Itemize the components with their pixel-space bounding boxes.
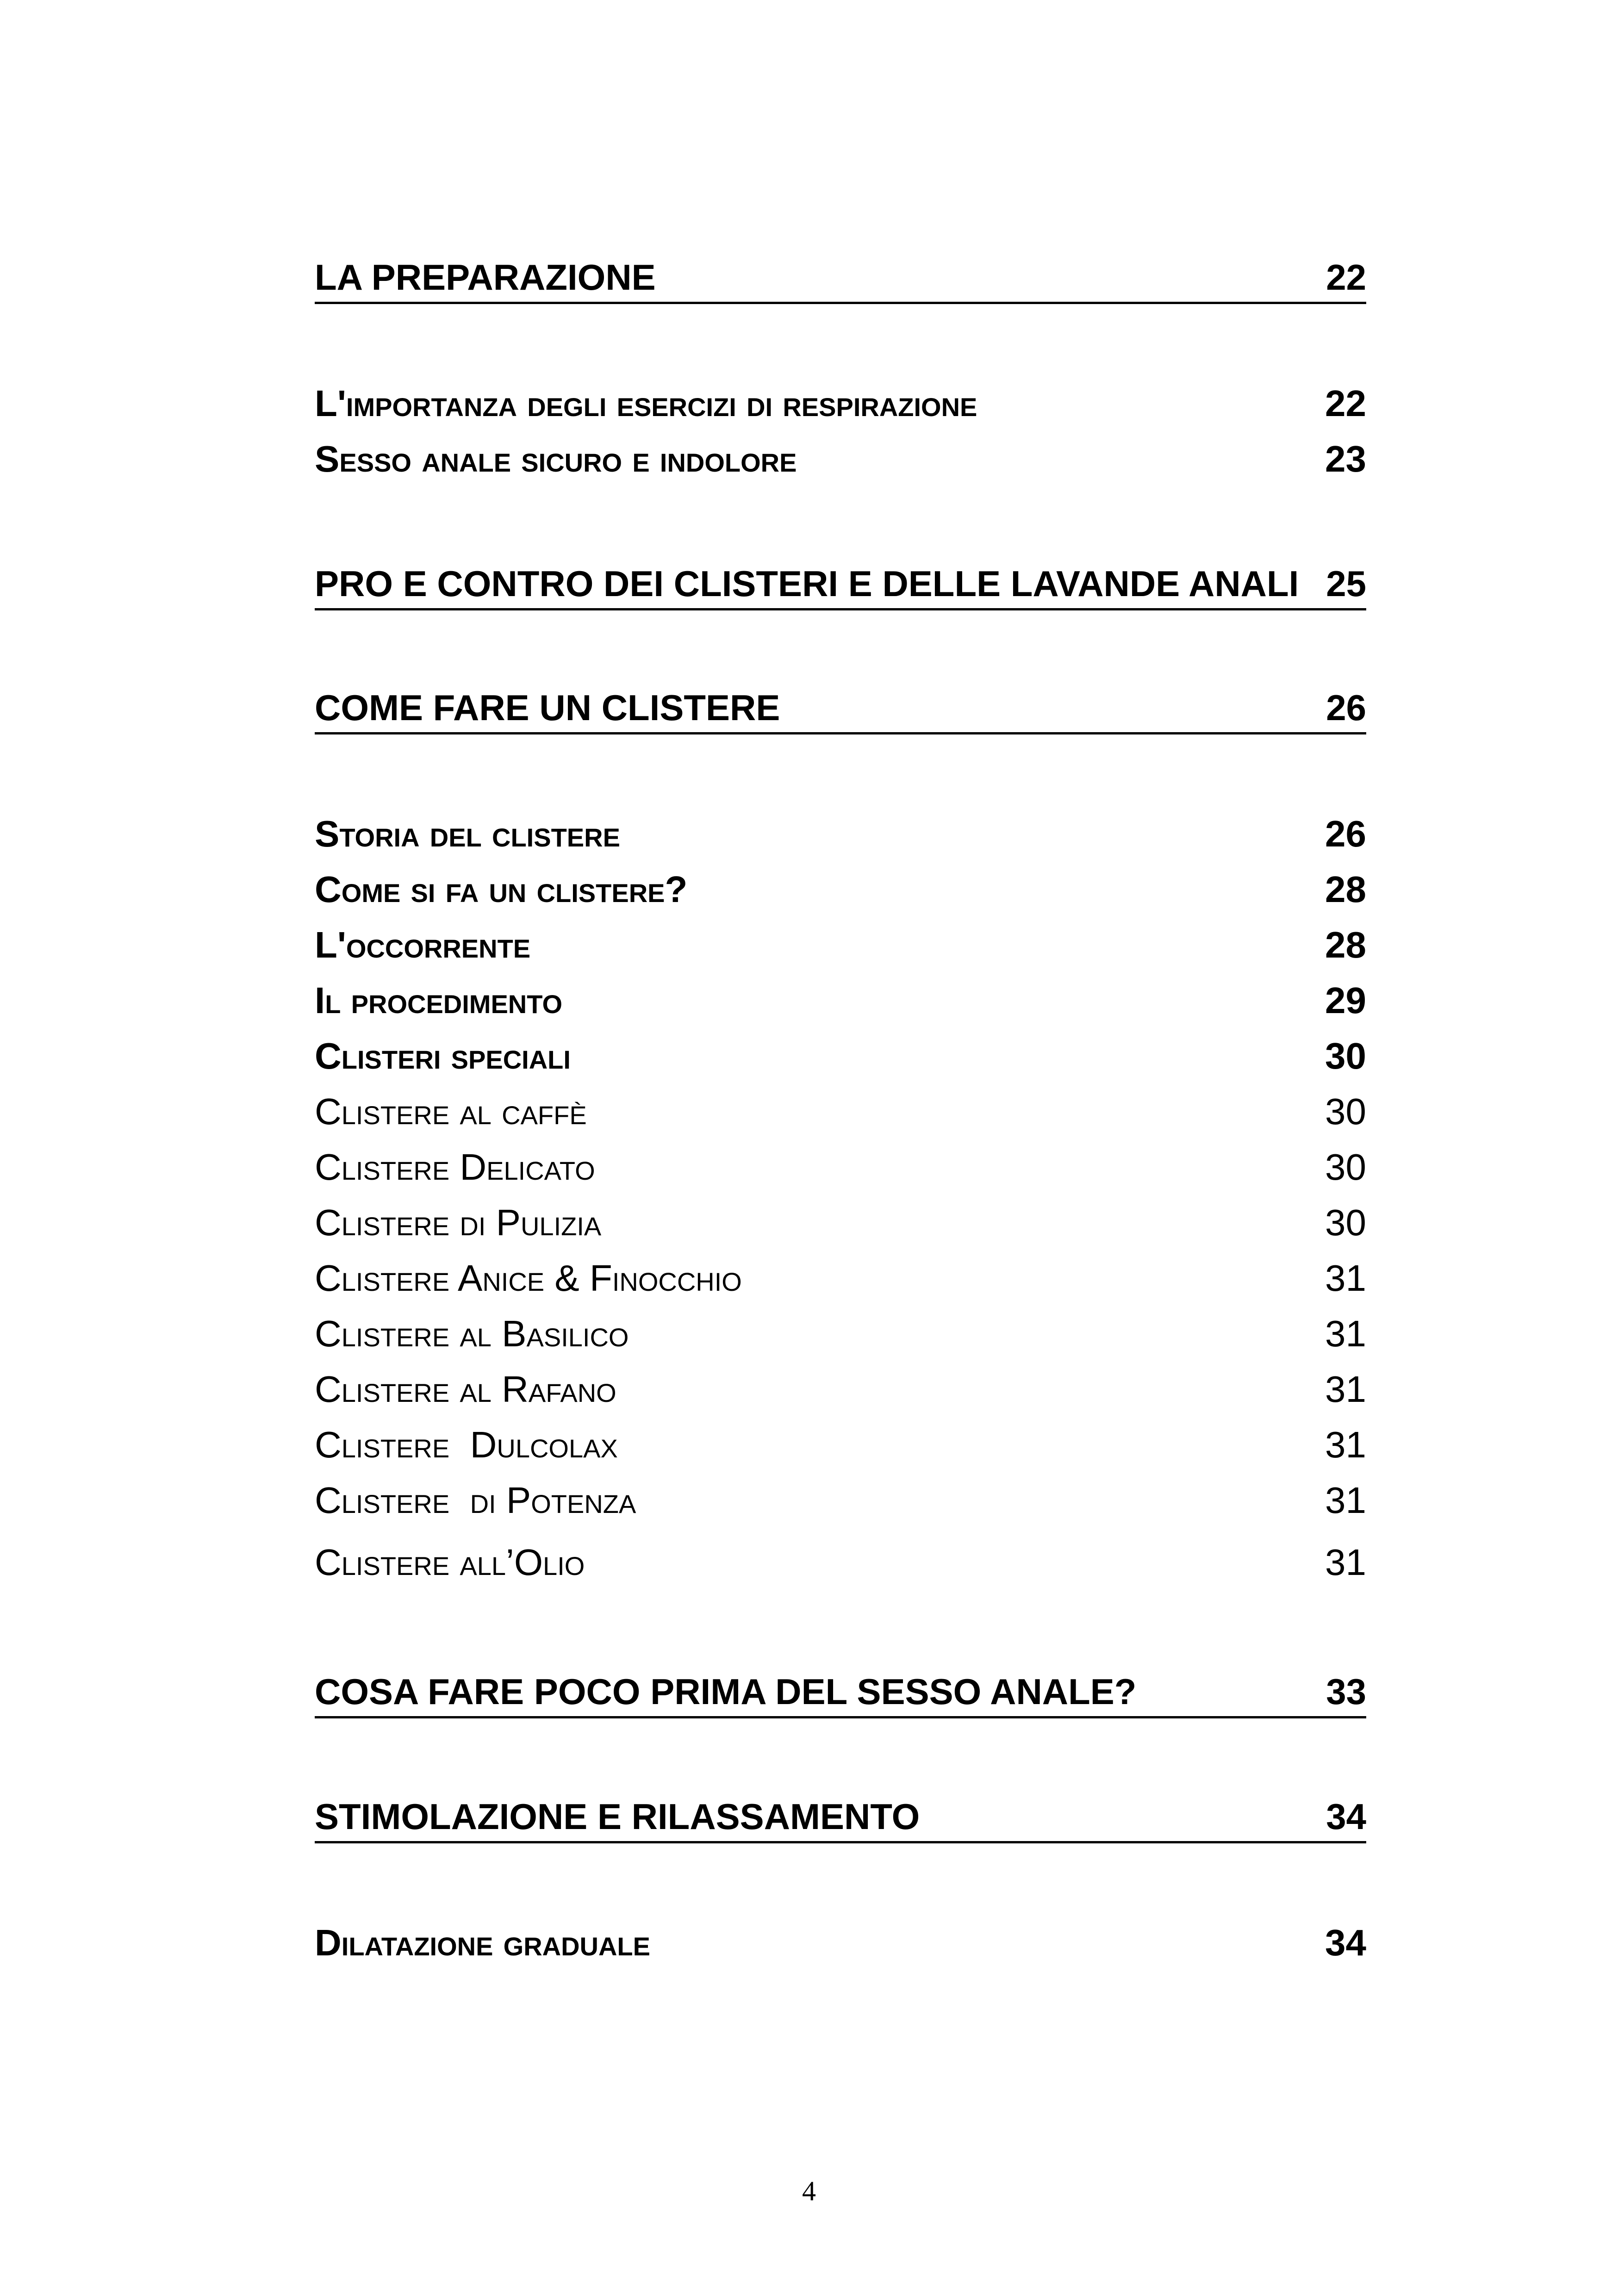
toc-entry-page: 23 (1325, 438, 1366, 479)
toc-entry-label: LA PREPARAZIONE (315, 257, 656, 298)
toc-entry-label: STIMOLAZIONE E RILASSAMENTO (315, 1796, 920, 1837)
toc-chapter-pro-e-contro[interactable] (315, 563, 1366, 610)
toc-entry-label: L'occorrente (315, 924, 531, 965)
toc-entry-label: Clistere Delicato (315, 1146, 595, 1188)
toc-sub-clistere-potenza[interactable] (315, 1482, 1366, 1519)
toc-section-storia-del-clistere[interactable] (315, 815, 1366, 852)
toc-entry-page: 22 (1325, 383, 1366, 424)
toc-entry-label: PRO E CONTRO DEI CLISTERI E DELLE LAVANDE ANALI (315, 563, 1299, 604)
toc-entry-page: 26 (1325, 813, 1366, 854)
toc-entry-page: 31 (1325, 1257, 1366, 1299)
toc-entry-page: 30 (1325, 1146, 1366, 1188)
toc-entry-page: 30 (1325, 1202, 1366, 1243)
toc-section-sesso-anale-sicuro[interactable] (315, 438, 1366, 479)
toc-entry-label: Storia del clistere (315, 813, 620, 854)
toc-entry-label: Clisteri speciali (315, 1035, 571, 1076)
page-number: 4 (802, 2176, 816, 2206)
toc-entry-page: 30 (1325, 1091, 1366, 1132)
toc-entry-label: Clistere al Rafano (315, 1369, 616, 1410)
toc-entry-label: COME FARE UN CLISTERE (315, 687, 780, 728)
toc-sub-clistere-dulcolax[interactable] (315, 1426, 1366, 1463)
toc-entry-page: 33 (1326, 1671, 1366, 1712)
toc-entry-label: Clistere Anice & Finocchio (315, 1257, 742, 1299)
toc-entry-page: 25 (1326, 563, 1366, 604)
toc-section-procedimento[interactable] (315, 982, 1366, 1019)
toc-entry-page: 28 (1325, 869, 1366, 910)
toc-entry-page: 34 (1325, 1922, 1366, 1963)
toc-section-occorrente[interactable] (315, 924, 1366, 965)
toc-sub-clistere-delicato[interactable] (315, 1146, 1366, 1188)
toc-entry-label: Come si fa un clistere? (315, 869, 688, 910)
toc-entry-label: Clistere di Pulizia (315, 1202, 602, 1243)
toc-section-clisteri-speciali[interactable] (315, 1035, 1366, 1076)
toc-entry-label: COSA FARE POCO PRIMA DEL SESSO ANALE? (315, 1671, 1137, 1712)
toc-chapter-stimolazione-rilassamento[interactable] (315, 1798, 1366, 1843)
toc-sub-clistere-rafano[interactable] (315, 1371, 1366, 1408)
toc-entry-label: Dilatazione graduale (315, 1922, 650, 1963)
toc-entry-label: Clistere al caffè (315, 1091, 587, 1132)
toc-chapter-cosa-fare-poco-prima[interactable] (315, 1671, 1366, 1718)
toc-entry-page: 28 (1325, 924, 1366, 965)
toc-entry-label: Il procedimento (315, 980, 562, 1021)
toc-chapter-come-fare-un-clistere[interactable] (315, 687, 1366, 734)
toc-entry-page: 29 (1325, 980, 1366, 1021)
toc-entry-page: 26 (1326, 687, 1366, 728)
toc-entry-page: 31 (1325, 1369, 1366, 1410)
toc-section-dilatazione-graduale[interactable] (315, 1924, 1366, 1961)
toc-chapter-la-preparazione[interactable] (315, 259, 1366, 304)
toc-sub-clistere-caffe[interactable] (315, 1093, 1366, 1130)
toc-sub-clistere-pulizia[interactable] (315, 1204, 1366, 1241)
toc-entry-page: 22 (1326, 257, 1366, 298)
toc-entry-page: 31 (1325, 1313, 1366, 1354)
toc-entry-label: Clistere al Basilico (315, 1313, 629, 1354)
toc-entry-label: L'importanza degli esercizi di respirazione (315, 383, 977, 424)
toc-sub-clistere-olio[interactable] (315, 1544, 1366, 1581)
toc-sub-clistere-basilico[interactable] (315, 1315, 1366, 1352)
toc-entry-page: 31 (1325, 1480, 1366, 1521)
toc-entry-label: Sesso anale sicuro e indolore (315, 438, 797, 479)
toc-entry-label: Clistere Dulcolax (315, 1424, 618, 1465)
toc-sub-clistere-anice-finocchio[interactable] (315, 1257, 1366, 1299)
toc-entry-page: 34 (1326, 1796, 1366, 1837)
toc-entry-page: 30 (1325, 1035, 1366, 1076)
toc-entry-page: 31 (1325, 1542, 1366, 1583)
toc-section-importanza-respirazione[interactable] (315, 385, 1366, 422)
toc-entry-page: 31 (1325, 1424, 1366, 1465)
toc-section-come-si-fa[interactable] (315, 871, 1366, 908)
toc-entry-label: Clistere di Potenza (315, 1480, 636, 1521)
toc-entry-label: Clistere all’Olio (315, 1542, 585, 1583)
